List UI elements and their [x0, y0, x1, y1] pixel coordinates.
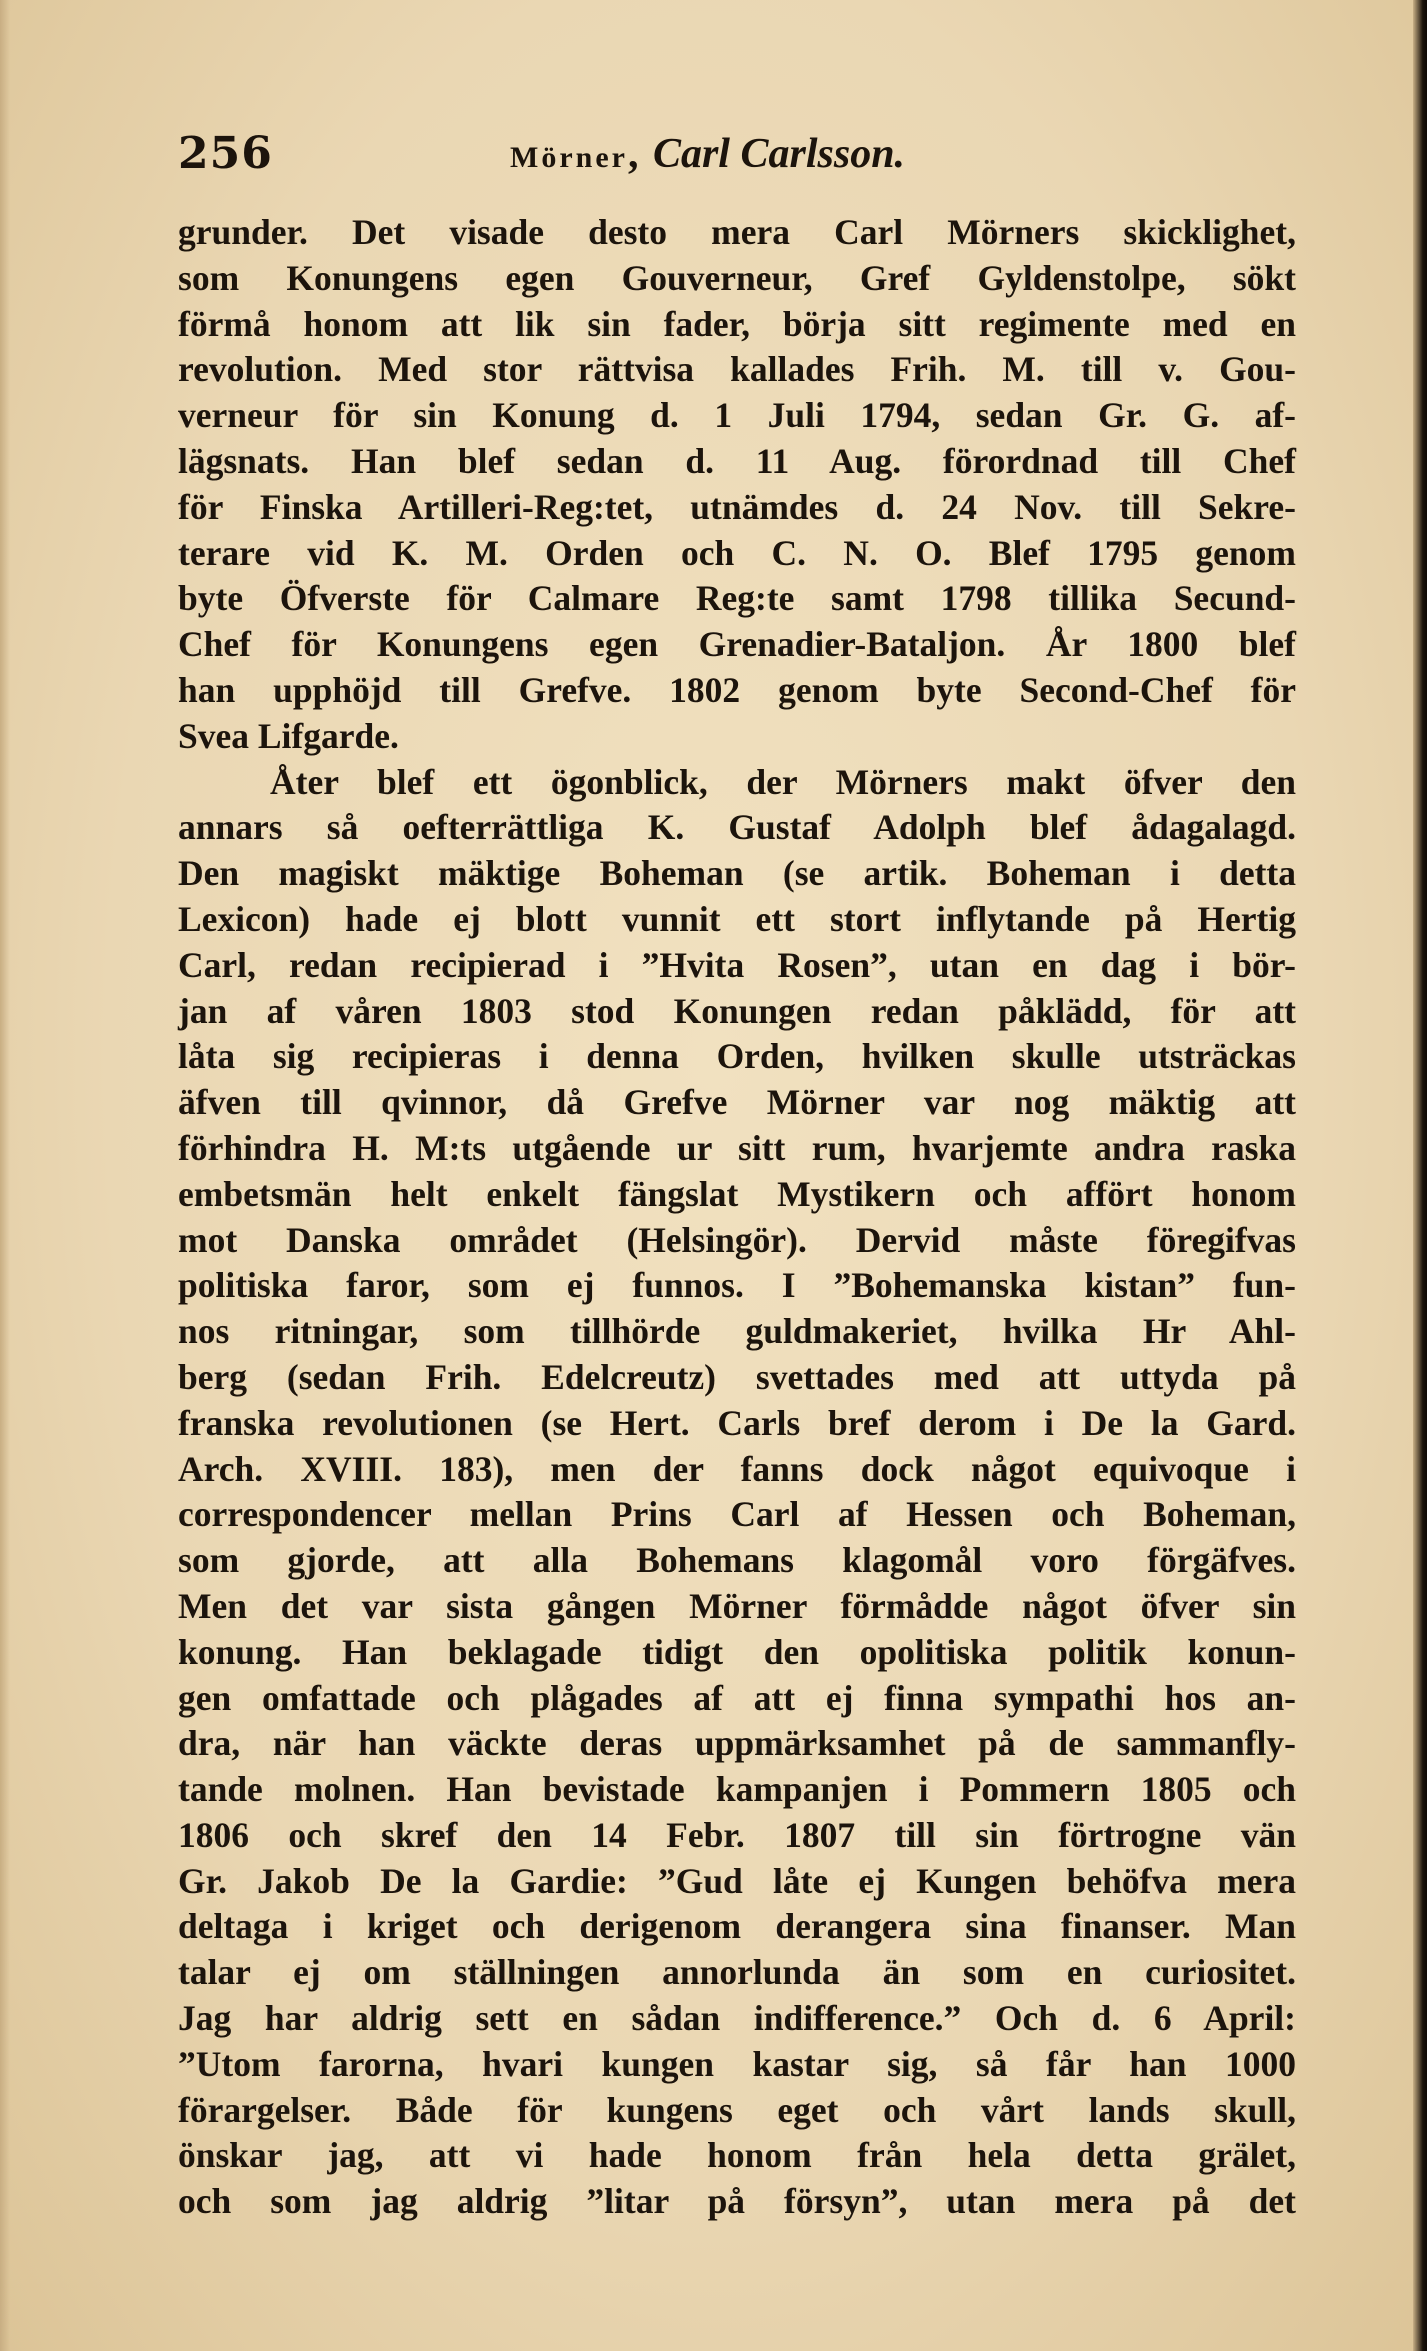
- text-line: correspondencer mellan Prins Carl af Hessen och Boheman,: [178, 1494, 1296, 1535]
- text-line: lägsnats. Han blef sedan d. 11 Aug. förordnad till Chef: [178, 440, 1296, 481]
- text-line: Jag har aldrig sett en sådan indifference.” Och d. 6 April:: [178, 1998, 1296, 2039]
- text-line: och som jag aldrig ”litar på försyn”, utan mera på det: [178, 2181, 1296, 2222]
- text-line: önskar jag, att vi hade honom från hela detta grälet,: [178, 2135, 1296, 2176]
- text-line: tande molnen. Han bevistade kampanjen i Pommern 1805 och: [178, 1769, 1296, 1810]
- running-head: [178, 128, 1318, 198]
- text-line: förmå honom att lik sin fader, börja sitt regimente med en: [178, 303, 1296, 344]
- text-line: mot Danska området (Helsingör). Dervid måste föregifvas: [178, 1219, 1296, 1260]
- text-line: franska revolutionen (se Hert. Carls bref derom i De la Gard.: [178, 1402, 1296, 1443]
- text-line: jan af våren 1803 stod Konungen redan påklädd, för att: [178, 990, 1296, 1031]
- text-line: dra, när han väckte deras uppmärksamhet på de sammanfly-: [178, 1723, 1296, 1764]
- text-line: deltaga i kriget och derigenom derangera sina finanser. Man: [178, 1906, 1296, 1947]
- text-line: politiska faror, som ej funnos. I ”Bohemanska kistan” fun-: [178, 1265, 1296, 1306]
- running-head-surname: Mörner: [510, 141, 628, 174]
- text-line: Arch. XVIII. 183), men der fanns dock något equivoque i: [178, 1448, 1296, 1489]
- text-line: berg (sedan Frih. Edelcreutz) svettades med att uttyda på: [178, 1356, 1296, 1397]
- text-line: revolution. Med stor rättvisa kallades Frih. M. till v. Gou-: [178, 349, 1296, 390]
- text-line: embetsmän helt enkelt fängslat Mystikern och affört honom: [178, 1173, 1296, 1214]
- text-line: nos ritningar, som tillhörde guldmakeriet, hvilka Hr Ahl-: [178, 1311, 1296, 1352]
- text-line: låta sig recipieras i denna Orden, hvilken skulle utsträckas: [178, 1036, 1296, 1077]
- text-line: Åter blef ett ögonblick, der Mörners makt öfver den: [270, 761, 1296, 802]
- text-line: konung. Han beklagade tidigt den opolitiska politik konun-: [178, 1631, 1296, 1672]
- text-line: som Konungens egen Gouverneur, Gref Gyldenstolpe, sökt: [178, 257, 1296, 298]
- text-line: talar ej om ställningen annorlunda än som en curiositet.: [178, 1952, 1296, 1993]
- page-edge-left: [0, 0, 10, 2351]
- text-line: annars så oefterrättliga K. Gustaf Adolph blef ådagalagd.: [178, 807, 1296, 848]
- text-line: förargelser. Både för kungens eget och vårt lands skull,: [178, 2089, 1296, 2130]
- page-number: 256: [178, 128, 273, 179]
- text-line: Carl, redan recipierad i ”Hvita Rosen”, utan en dag i bör-: [178, 944, 1296, 985]
- text-line: byte Öfverste för Calmare Reg:te samt 1798 tillika Secund-: [178, 578, 1296, 619]
- text-line: Men det var sista gången Mörner förmådde något öfver sin: [178, 1585, 1296, 1626]
- text-line: Lexicon) hade ej blott vunnit ett stort inflytande på Hertig: [178, 898, 1296, 939]
- text-line: 1806 och skref den 14 Febr. 1807 till sin förtrogne vän: [178, 1814, 1296, 1855]
- text-line: Chef för Konungens egen Grenadier-Bataljon. År 1800 blef: [178, 624, 1296, 665]
- text-line: ”Utom farorna, hvari kungen kastar sig, så får han 1000: [178, 2043, 1296, 2084]
- page-edge-right: [1413, 0, 1427, 2351]
- body-text: [178, 210, 1296, 2225]
- text-line: för Finska Artilleri-Reg:tet, utnämdes d. 24 Nov. till Sekre-: [178, 486, 1296, 527]
- text-line: äfven till qvinnor, då Grefve Mörner var nog mäktig att: [178, 1082, 1296, 1123]
- text-line: som gjorde, att alla Bohemans klagomål voro förgäfves.: [178, 1540, 1296, 1581]
- running-head-title: Mörner, Carl Carlsson.: [510, 131, 906, 177]
- text-line: han upphöjd till Grefve. 1802 genom byte Second-Chef för: [178, 669, 1296, 710]
- text-line: verneur för sin Konung d. 1 Juli 1794, sedan Gr. G. af-: [178, 395, 1296, 436]
- text-line: Gr. Jakob De la Gardie: ”Gud låte ej Kungen behöfva mera: [178, 1860, 1296, 1901]
- running-head-given-name: Carl Carlsson.: [652, 131, 906, 177]
- text-line: Svea Lifgarde.: [178, 715, 399, 756]
- text-line: förhindra H. M:ts utgående ur sitt rum, hvarjemte andra raska: [178, 1127, 1296, 1168]
- text-line: terare vid K. M. Orden och C. N. O. Blef 1795 genom: [178, 532, 1296, 573]
- text-line: grunder. Det visade desto mera Carl Mörners skicklighet,: [178, 212, 1296, 252]
- text-line: gen omfattade och plågades af att ej finna sympathi hos an-: [178, 1677, 1296, 1718]
- text-line: Den magiskt mäktige Boheman (se artik. Boheman i detta: [178, 853, 1296, 894]
